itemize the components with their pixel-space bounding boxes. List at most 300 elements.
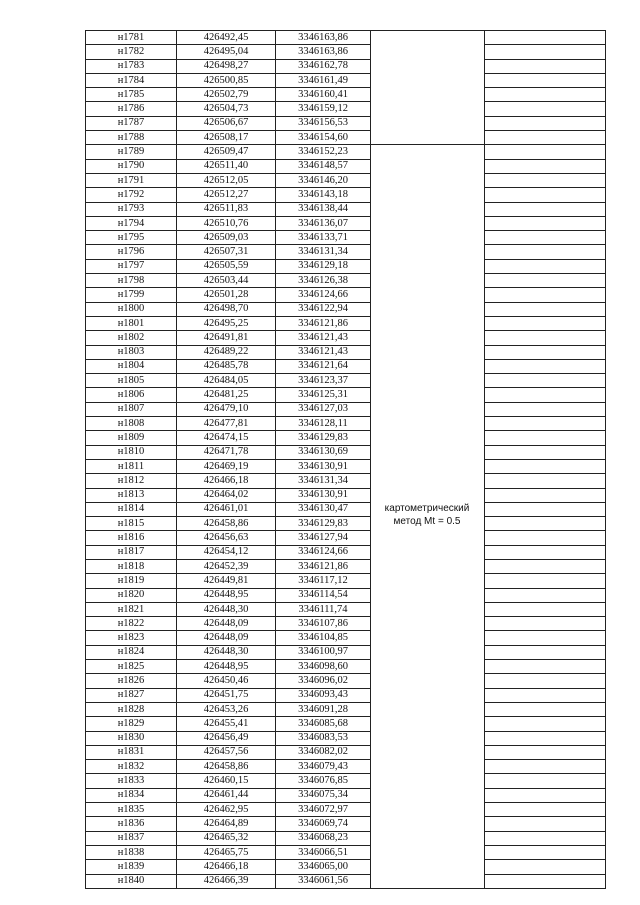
point-id-cell: н1783 [86, 59, 177, 73]
table-row [86, 545, 606, 559]
point-id-cell: н1791 [86, 173, 177, 187]
x-coordinate-cell: 426491,81 [177, 331, 276, 345]
x-coordinate-cell: 426492,45 [177, 31, 276, 45]
x-coordinate-cell: 426448,95 [177, 660, 276, 674]
point-id-cell: н1802 [86, 331, 177, 345]
empty-cell [485, 588, 606, 602]
y-coordinate-cell: 3346076,85 [276, 774, 371, 788]
y-coordinate-cell: 3346133,71 [276, 231, 371, 245]
empty-cell [485, 131, 606, 145]
x-coordinate-cell: 426512,27 [177, 188, 276, 202]
point-id-cell: н1810 [86, 445, 177, 459]
y-coordinate-cell: 3346061,56 [276, 874, 371, 888]
table-row [86, 602, 606, 616]
table-row [86, 588, 606, 602]
y-coordinate-cell: 3346068,23 [276, 831, 371, 845]
point-id-cell: н1827 [86, 688, 177, 702]
point-id-cell: н1816 [86, 531, 177, 545]
x-coordinate-cell: 426495,04 [177, 45, 276, 59]
point-id-cell: н1813 [86, 488, 177, 502]
empty-cell [485, 231, 606, 245]
table-row [86, 316, 606, 330]
x-coordinate-cell: 426504,73 [177, 102, 276, 116]
table-row [86, 173, 606, 187]
coordinates-table-body [86, 31, 606, 889]
empty-cell [485, 88, 606, 102]
point-id-cell: н1789 [86, 145, 177, 159]
empty-cell [485, 459, 606, 473]
x-coordinate-cell: 426465,32 [177, 831, 276, 845]
y-coordinate-cell: 3346075,34 [276, 788, 371, 802]
x-coordinate-cell: 426465,75 [177, 845, 276, 859]
empty-cell [485, 860, 606, 874]
empty-cell [485, 631, 606, 645]
point-id-cell: н1799 [86, 288, 177, 302]
y-coordinate-cell: 3346160,41 [276, 88, 371, 102]
x-coordinate-cell: 426511,40 [177, 159, 276, 173]
table-row [86, 702, 606, 716]
x-coordinate-cell: 426498,27 [177, 59, 276, 73]
table-row [86, 445, 606, 459]
table-row [86, 374, 606, 388]
y-coordinate-cell: 3346163,86 [276, 31, 371, 45]
point-id-cell: н1804 [86, 359, 177, 373]
x-coordinate-cell: 426460,15 [177, 774, 276, 788]
point-id-cell: н1795 [86, 231, 177, 245]
x-coordinate-cell: 426485,78 [177, 359, 276, 373]
point-id-cell: н1822 [86, 617, 177, 631]
table-row [86, 502, 606, 516]
x-coordinate-cell: 426505,59 [177, 259, 276, 273]
empty-cell [485, 245, 606, 259]
x-coordinate-cell: 426479,10 [177, 402, 276, 416]
table-row [86, 345, 606, 359]
x-coordinate-cell: 426448,30 [177, 645, 276, 659]
y-coordinate-cell: 3346146,20 [276, 173, 371, 187]
point-id-cell: н1826 [86, 674, 177, 688]
table-row [86, 131, 606, 145]
y-coordinate-cell: 3346138,44 [276, 202, 371, 216]
x-coordinate-cell: 426506,67 [177, 116, 276, 130]
point-id-cell: н1828 [86, 702, 177, 716]
x-coordinate-cell: 426508,17 [177, 131, 276, 145]
y-coordinate-cell: 3346123,37 [276, 374, 371, 388]
empty-cell [485, 517, 606, 531]
y-coordinate-cell: 3346093,43 [276, 688, 371, 702]
y-coordinate-cell: 3346130,47 [276, 502, 371, 516]
point-id-cell: н1811 [86, 459, 177, 473]
empty-cell [485, 845, 606, 859]
table-row [86, 674, 606, 688]
y-coordinate-cell: 3346130,91 [276, 459, 371, 473]
point-id-cell: н1786 [86, 102, 177, 116]
empty-cell [485, 831, 606, 845]
y-coordinate-cell: 3346082,02 [276, 745, 371, 759]
x-coordinate-cell: 426511,83 [177, 202, 276, 216]
table-row [86, 145, 606, 159]
table-row [86, 202, 606, 216]
empty-cell [485, 388, 606, 402]
x-coordinate-cell: 426501,28 [177, 288, 276, 302]
x-coordinate-cell: 426450,46 [177, 674, 276, 688]
y-coordinate-cell: 3346098,60 [276, 660, 371, 674]
point-id-cell: н1792 [86, 188, 177, 202]
table-row [86, 803, 606, 817]
empty-cell [485, 259, 606, 273]
empty-cell [485, 188, 606, 202]
point-id-cell: н1837 [86, 831, 177, 845]
empty-cell [485, 31, 606, 45]
table-row [86, 31, 606, 45]
y-coordinate-cell: 3346152,23 [276, 145, 371, 159]
y-coordinate-cell: 3346148,57 [276, 159, 371, 173]
empty-cell [485, 574, 606, 588]
empty-cell [485, 803, 606, 817]
y-coordinate-cell: 3346143,18 [276, 188, 371, 202]
table-row [86, 774, 606, 788]
y-coordinate-cell: 3346162,78 [276, 59, 371, 73]
x-coordinate-cell: 426448,95 [177, 588, 276, 602]
empty-cell [485, 788, 606, 802]
y-coordinate-cell: 3346159,12 [276, 102, 371, 116]
table-row [86, 216, 606, 230]
table-row [86, 731, 606, 745]
table-row [86, 159, 606, 173]
point-id-cell: н1801 [86, 316, 177, 330]
y-coordinate-cell: 3346124,66 [276, 545, 371, 559]
x-coordinate-cell: 426448,09 [177, 617, 276, 631]
table-row [86, 331, 606, 345]
table-row [86, 245, 606, 259]
y-coordinate-cell: 3346156,53 [276, 116, 371, 130]
empty-cell [485, 731, 606, 745]
table-row [86, 116, 606, 130]
x-coordinate-cell: 426466,39 [177, 874, 276, 888]
empty-cell [485, 474, 606, 488]
coordinates-sheet [85, 30, 605, 887]
table-row [86, 188, 606, 202]
point-id-cell: н1829 [86, 717, 177, 731]
x-coordinate-cell: 426464,02 [177, 488, 276, 502]
empty-cell [485, 817, 606, 831]
x-coordinate-cell: 426503,44 [177, 274, 276, 288]
method-note-line-1: картометрический [384, 503, 470, 514]
y-coordinate-cell: 3346130,91 [276, 488, 371, 502]
empty-cell [485, 331, 606, 345]
empty-cell [485, 660, 606, 674]
point-id-cell: н1814 [86, 502, 177, 516]
x-coordinate-cell: 426507,31 [177, 245, 276, 259]
x-coordinate-cell: 426454,12 [177, 545, 276, 559]
x-coordinate-cell: 426474,15 [177, 431, 276, 445]
table-row [86, 845, 606, 859]
table-row [86, 388, 606, 402]
y-coordinate-cell: 3346121,86 [276, 559, 371, 573]
empty-cell [485, 688, 606, 702]
table-row [86, 488, 606, 502]
y-coordinate-cell: 3346129,83 [276, 431, 371, 445]
point-id-cell: н1825 [86, 660, 177, 674]
x-coordinate-cell: 426451,75 [177, 688, 276, 702]
method-note-line-2: метод Mt = 0.5 [393, 516, 461, 527]
x-coordinate-cell: 426484,05 [177, 374, 276, 388]
y-coordinate-cell: 3346100,97 [276, 645, 371, 659]
y-coordinate-cell: 3346079,43 [276, 760, 371, 774]
x-coordinate-cell: 426498,70 [177, 302, 276, 316]
table-row [86, 531, 606, 545]
x-coordinate-cell: 426462,95 [177, 803, 276, 817]
x-coordinate-cell: 426495,25 [177, 316, 276, 330]
y-coordinate-cell: 3346127,94 [276, 531, 371, 545]
table-row [86, 617, 606, 631]
y-coordinate-cell: 3346121,64 [276, 359, 371, 373]
table-row [86, 417, 606, 431]
point-id-cell: н1785 [86, 88, 177, 102]
empty-cell [485, 674, 606, 688]
point-id-cell: н1807 [86, 402, 177, 416]
x-coordinate-cell: 426456,49 [177, 731, 276, 745]
x-coordinate-cell: 426466,18 [177, 860, 276, 874]
empty-cell [485, 202, 606, 216]
y-coordinate-cell: 3346126,38 [276, 274, 371, 288]
table-row [86, 359, 606, 373]
table-row [86, 231, 606, 245]
x-coordinate-cell: 426509,03 [177, 231, 276, 245]
table-row [86, 831, 606, 845]
table-row [86, 459, 606, 473]
x-coordinate-cell: 426457,56 [177, 745, 276, 759]
empty-cell [485, 745, 606, 759]
table-row [86, 688, 606, 702]
x-coordinate-cell: 426502,79 [177, 88, 276, 102]
coordinates-table [85, 30, 606, 889]
table-row [86, 73, 606, 87]
table-row [86, 631, 606, 645]
empty-cell [485, 145, 606, 159]
point-id-cell: н1824 [86, 645, 177, 659]
empty-cell [485, 45, 606, 59]
x-coordinate-cell: 426466,18 [177, 474, 276, 488]
y-coordinate-cell: 3346128,11 [276, 417, 371, 431]
table-row [86, 788, 606, 802]
y-coordinate-cell: 3346096,02 [276, 674, 371, 688]
table-row [86, 717, 606, 731]
point-id-cell: н1820 [86, 588, 177, 602]
x-coordinate-cell: 426453,26 [177, 702, 276, 716]
point-id-cell: н1833 [86, 774, 177, 788]
empty-cell [485, 417, 606, 431]
point-id-cell: н1787 [86, 116, 177, 130]
y-coordinate-cell: 3346111,74 [276, 602, 371, 616]
table-row [86, 817, 606, 831]
point-id-cell: н1796 [86, 245, 177, 259]
point-id-cell: н1834 [86, 788, 177, 802]
y-coordinate-cell: 3346121,86 [276, 316, 371, 330]
y-coordinate-cell: 3346069,74 [276, 817, 371, 831]
y-coordinate-cell: 3346125,31 [276, 388, 371, 402]
empty-cell [485, 445, 606, 459]
point-id-cell: н1781 [86, 31, 177, 45]
table-row [86, 274, 606, 288]
point-id-cell: н1805 [86, 374, 177, 388]
table-row [86, 302, 606, 316]
empty-cell [485, 359, 606, 373]
x-coordinate-cell: 426471,78 [177, 445, 276, 459]
table-row [86, 559, 606, 573]
y-coordinate-cell: 3346129,18 [276, 259, 371, 273]
table-row [86, 88, 606, 102]
empty-cell [485, 774, 606, 788]
table-row [86, 745, 606, 759]
table-row [86, 45, 606, 59]
y-coordinate-cell: 3346085,68 [276, 717, 371, 731]
point-id-cell: н1839 [86, 860, 177, 874]
table-row [86, 474, 606, 488]
y-coordinate-cell: 3346163,86 [276, 45, 371, 59]
point-id-cell: н1836 [86, 817, 177, 831]
empty-cell [485, 59, 606, 73]
empty-cell [485, 602, 606, 616]
point-id-cell: н1812 [86, 474, 177, 488]
table-row [86, 660, 606, 674]
y-coordinate-cell: 3346129,83 [276, 517, 371, 531]
empty-cell [485, 645, 606, 659]
table-row [86, 59, 606, 73]
x-coordinate-cell: 426481,25 [177, 388, 276, 402]
empty-cell [485, 374, 606, 388]
point-id-cell: н1835 [86, 803, 177, 817]
point-id-cell: н1803 [86, 345, 177, 359]
empty-cell [485, 488, 606, 502]
x-coordinate-cell: 426509,47 [177, 145, 276, 159]
x-coordinate-cell: 426469,19 [177, 459, 276, 473]
y-coordinate-cell: 3346154,60 [276, 131, 371, 145]
empty-cell [485, 702, 606, 716]
point-id-cell: н1784 [86, 73, 177, 87]
y-coordinate-cell: 3346131,34 [276, 245, 371, 259]
y-coordinate-cell: 3346091,28 [276, 702, 371, 716]
x-coordinate-cell: 426510,76 [177, 216, 276, 230]
y-coordinate-cell: 3346121,43 [276, 345, 371, 359]
empty-cell [485, 216, 606, 230]
empty-cell [485, 102, 606, 116]
y-coordinate-cell: 3346161,49 [276, 73, 371, 87]
empty-cell [485, 874, 606, 888]
y-coordinate-cell: 3346121,43 [276, 331, 371, 345]
x-coordinate-cell: 426461,01 [177, 502, 276, 516]
x-coordinate-cell: 426456,63 [177, 531, 276, 545]
y-coordinate-cell: 3346065,00 [276, 860, 371, 874]
empty-cell [485, 531, 606, 545]
empty-cell [485, 274, 606, 288]
y-coordinate-cell: 3346104,85 [276, 631, 371, 645]
x-coordinate-cell: 426461,44 [177, 788, 276, 802]
y-coordinate-cell: 3346066,51 [276, 845, 371, 859]
point-id-cell: н1806 [86, 388, 177, 402]
empty-cell [485, 545, 606, 559]
point-id-cell: н1832 [86, 760, 177, 774]
x-coordinate-cell: 426458,86 [177, 760, 276, 774]
table-row [86, 431, 606, 445]
point-id-cell: н1798 [86, 274, 177, 288]
table-row [86, 288, 606, 302]
table-row [86, 574, 606, 588]
point-id-cell: н1815 [86, 517, 177, 531]
empty-cell [485, 173, 606, 187]
y-coordinate-cell: 3346131,34 [276, 474, 371, 488]
y-coordinate-cell: 3346127,03 [276, 402, 371, 416]
point-id-cell: н1823 [86, 631, 177, 645]
empty-cell [485, 302, 606, 316]
point-id-cell: н1782 [86, 45, 177, 59]
y-coordinate-cell: 3346114,54 [276, 588, 371, 602]
empty-cell [485, 345, 606, 359]
x-coordinate-cell: 426489,22 [177, 345, 276, 359]
point-id-cell: н1838 [86, 845, 177, 859]
table-row [86, 645, 606, 659]
x-coordinate-cell: 426448,30 [177, 602, 276, 616]
x-coordinate-cell: 426464,89 [177, 817, 276, 831]
table-row [86, 402, 606, 416]
method-note [371, 502, 483, 528]
y-coordinate-cell: 3346122,94 [276, 302, 371, 316]
point-id-cell: н1840 [86, 874, 177, 888]
x-coordinate-cell: 426449,81 [177, 574, 276, 588]
point-id-cell: н1821 [86, 602, 177, 616]
method-cell-upper [371, 31, 485, 145]
empty-cell [485, 116, 606, 130]
x-coordinate-cell: 426455,41 [177, 717, 276, 731]
table-row [86, 259, 606, 273]
table-row [86, 517, 606, 531]
x-coordinate-cell: 426458,86 [177, 517, 276, 531]
empty-cell [485, 73, 606, 87]
point-id-cell: н1819 [86, 574, 177, 588]
point-id-cell: н1797 [86, 259, 177, 273]
empty-cell [485, 617, 606, 631]
x-coordinate-cell: 426512,05 [177, 173, 276, 187]
x-coordinate-cell: 426448,09 [177, 631, 276, 645]
point-id-cell: н1817 [86, 545, 177, 559]
y-coordinate-cell: 3346107,86 [276, 617, 371, 631]
empty-cell [485, 402, 606, 416]
x-coordinate-cell: 426452,39 [177, 559, 276, 573]
y-coordinate-cell: 3346136,07 [276, 216, 371, 230]
point-id-cell: н1809 [86, 431, 177, 445]
empty-cell [485, 559, 606, 573]
empty-cell [485, 502, 606, 516]
point-id-cell: н1830 [86, 731, 177, 745]
y-coordinate-cell: 3346124,66 [276, 288, 371, 302]
table-row [86, 760, 606, 774]
y-coordinate-cell: 3346083,53 [276, 731, 371, 745]
y-coordinate-cell: 3346130,69 [276, 445, 371, 459]
empty-cell [485, 760, 606, 774]
empty-cell [485, 431, 606, 445]
point-id-cell: н1794 [86, 216, 177, 230]
empty-cell [485, 159, 606, 173]
x-coordinate-cell: 426477,81 [177, 417, 276, 431]
empty-cell [485, 717, 606, 731]
table-row [86, 874, 606, 888]
point-id-cell: н1790 [86, 159, 177, 173]
point-id-cell: н1818 [86, 559, 177, 573]
y-coordinate-cell: 3346117,12 [276, 574, 371, 588]
empty-cell [485, 288, 606, 302]
table-row [86, 860, 606, 874]
x-coordinate-cell: 426500,85 [177, 73, 276, 87]
table-row [86, 102, 606, 116]
